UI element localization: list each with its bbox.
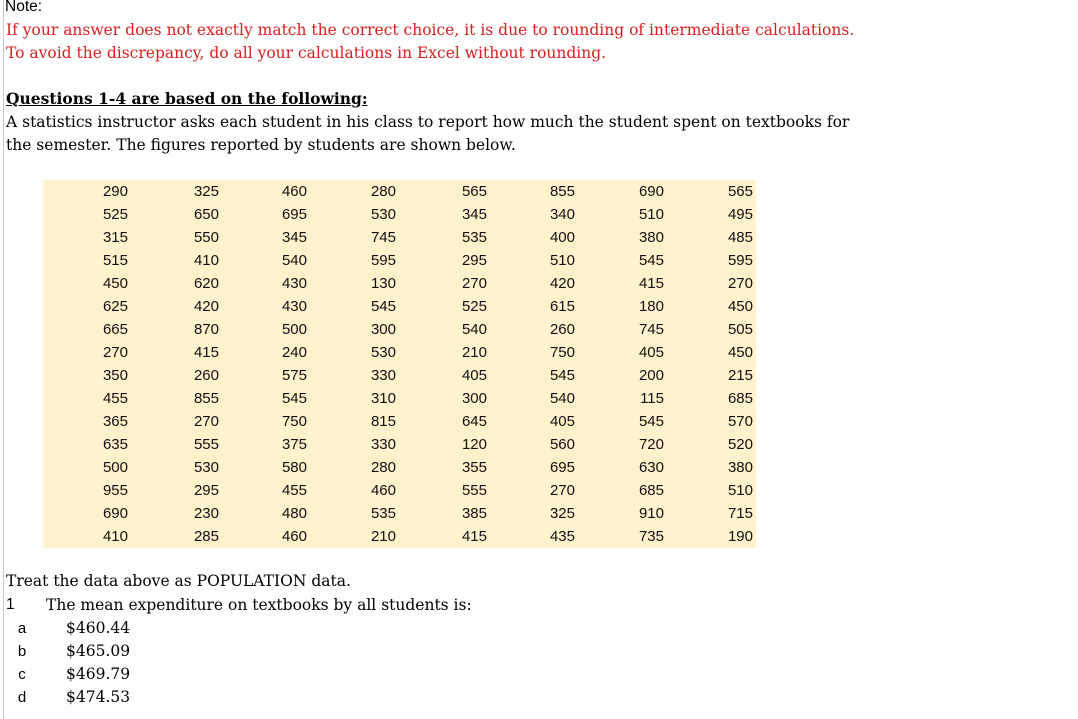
data-cell: 270	[102, 344, 128, 361]
data-cell: 635	[102, 436, 128, 453]
data-cell: 510	[638, 206, 664, 223]
data-cell: 405	[461, 367, 487, 384]
data-cell: 295	[461, 252, 487, 269]
data-cell: 210	[461, 344, 487, 361]
option-label: b	[17, 643, 27, 660]
left-border	[3, 0, 4, 719]
data-cell: 430	[281, 298, 307, 315]
data-cell: 540	[281, 252, 307, 269]
data-cell: 520	[727, 436, 753, 453]
data-cell: 695	[281, 206, 307, 223]
data-cell: 720	[638, 436, 664, 453]
option-value: $465.09	[66, 642, 131, 660]
data-cell: 435	[549, 528, 575, 545]
data-cell: 420	[549, 275, 575, 292]
data-cell: 460	[281, 183, 307, 200]
data-cell: 285	[193, 528, 219, 545]
data-cell: 330	[370, 367, 396, 384]
data-cell: 405	[549, 413, 575, 430]
data-cell: 645	[461, 413, 487, 430]
intro-line-1: A statistics instructor asks each student in his class to report how much the student spent on textbooks for	[6, 113, 850, 131]
data-cell: 200	[638, 367, 664, 384]
data-cell: 415	[193, 344, 219, 361]
data-cell: 545	[281, 390, 307, 407]
data-cell: 535	[461, 229, 487, 246]
data-cell: 510	[727, 482, 753, 499]
data-cell: 415	[638, 275, 664, 292]
data-cell: 230	[193, 505, 219, 522]
data-cell: 350	[102, 367, 128, 384]
data-cell: 455	[281, 482, 307, 499]
data-cell: 460	[281, 528, 307, 545]
data-cell: 300	[461, 390, 487, 407]
question-text: The mean expenditure on textbooks by all students is:	[46, 596, 472, 614]
option-value: $460.44	[66, 619, 131, 637]
data-cell: 545	[370, 298, 396, 315]
data-cell: 595	[370, 252, 396, 269]
data-cell: 455	[102, 390, 128, 407]
data-cell: 555	[193, 436, 219, 453]
data-cell: 500	[102, 459, 128, 476]
option-label: c	[18, 666, 26, 683]
data-cell: 815	[370, 413, 396, 430]
data-cell: 270	[461, 275, 487, 292]
option-label: a	[17, 620, 27, 637]
data-cell: 855	[549, 183, 575, 200]
data-cell: 545	[638, 252, 664, 269]
data-cell: 190	[727, 528, 753, 545]
data-cell: 715	[727, 505, 753, 522]
data-cell: 530	[370, 206, 396, 223]
data-cell: 595	[727, 252, 753, 269]
data-cell: 625	[102, 298, 128, 315]
data-cell: 565	[461, 183, 487, 200]
data-cell: 375	[281, 436, 307, 453]
option-value: $474.53	[66, 688, 131, 706]
data-cell: 530	[193, 459, 219, 476]
data-cell: 325	[549, 505, 575, 522]
data-cell: 460	[370, 482, 396, 499]
data-cell: 530	[370, 344, 396, 361]
data-cell: 280	[370, 459, 396, 476]
data-cell: 180	[638, 298, 664, 315]
data-cell: 630	[638, 459, 664, 476]
data-cell: 690	[638, 183, 664, 200]
data-cell: 525	[461, 298, 487, 315]
data-cell: 535	[370, 505, 396, 522]
data-cell: 120	[461, 436, 487, 453]
data-cell: 615	[549, 298, 575, 315]
population-note: Treat the data above as POPULATION data.	[6, 572, 351, 590]
data-cell: 955	[102, 482, 128, 499]
data-cell: 555	[461, 482, 487, 499]
data-cell: 115	[640, 390, 664, 407]
data-cell: 545	[638, 413, 664, 430]
data-cell: 315	[102, 229, 128, 246]
data-cell: 750	[281, 413, 307, 430]
data-cell: 340	[549, 206, 575, 223]
data-cell: 405	[638, 344, 664, 361]
data-cell: 420	[193, 298, 219, 315]
data-cell: 685	[727, 390, 753, 407]
option-label: d	[17, 689, 27, 706]
data-cell: 130	[370, 275, 396, 292]
question-number: 1	[6, 596, 15, 613]
data-cell: 695	[549, 459, 575, 476]
questions-heading: Questions 1-4 are based on the following:	[6, 89, 368, 108]
data-cell: 745	[370, 229, 396, 246]
data-cell: 385	[461, 505, 487, 522]
data-cell: 450	[727, 344, 753, 361]
data-cell: 570	[727, 413, 753, 430]
data-cell: 355	[461, 459, 487, 476]
data-cell: 540	[461, 321, 487, 338]
data-cell: 870	[193, 321, 219, 338]
data-cell: 330	[370, 436, 396, 453]
data-cell: 750	[549, 344, 575, 361]
data-cell: 505	[727, 321, 753, 338]
data-table	[43, 180, 756, 548]
note-line-1: If your answer does not exactly match the correct choice, it is due to rounding of intermediate calculations.	[6, 21, 855, 39]
data-cell: 525	[102, 206, 128, 223]
data-cell: 500	[281, 321, 307, 338]
data-cell: 380	[638, 229, 664, 246]
data-cell: 215	[727, 367, 753, 384]
data-cell: 545	[549, 367, 575, 384]
data-cell: 430	[281, 275, 307, 292]
data-cell: 415	[461, 528, 487, 545]
data-cell: 480	[281, 505, 307, 522]
data-cell: 685	[638, 482, 664, 499]
data-cell: 270	[193, 413, 219, 430]
data-cell: 260	[193, 367, 219, 384]
data-cell: 400	[549, 229, 575, 246]
data-cell: 345	[281, 229, 307, 246]
data-cell: 260	[549, 321, 575, 338]
data-cell: 665	[102, 321, 128, 338]
intro-line-2: the semester. The figures reported by students are shown below.	[6, 136, 516, 154]
data-cell: 510	[549, 252, 575, 269]
data-cell: 300	[370, 321, 396, 338]
data-cell: 345	[461, 206, 487, 223]
data-cell: 540	[549, 390, 575, 407]
data-cell: 910	[638, 505, 664, 522]
data-cell: 410	[193, 252, 219, 269]
data-cell: 515	[102, 252, 128, 269]
data-cell: 290	[102, 183, 128, 200]
data-cell: 580	[281, 459, 307, 476]
note-line-2: To avoid the discrepancy, do all your calculations in Excel without rounding.	[6, 44, 607, 62]
data-cell: 325	[193, 183, 219, 200]
data-cell: 485	[727, 229, 753, 246]
data-cell: 450	[727, 298, 753, 315]
data-cell: 650	[193, 206, 219, 223]
data-cell: 380	[727, 459, 753, 476]
data-cell: 575	[281, 367, 307, 384]
note-label: Note:	[5, 0, 43, 15]
data-cell: 410	[102, 528, 128, 545]
data-cell: 310	[370, 390, 396, 407]
data-cell: 365	[102, 413, 128, 430]
data-cell: 550	[193, 229, 219, 246]
data-cell: 450	[102, 275, 128, 292]
data-cell: 270	[727, 275, 753, 292]
data-cell: 495	[727, 206, 753, 223]
data-cell: 745	[638, 321, 664, 338]
data-cell: 210	[370, 528, 396, 545]
data-cell: 240	[281, 344, 307, 361]
data-cell: 620	[193, 275, 219, 292]
data-cell: 295	[193, 482, 219, 499]
data-cell: 280	[370, 183, 396, 200]
option-value: $469.79	[66, 665, 131, 683]
data-cell: 735	[638, 528, 664, 545]
data-cell: 270	[549, 482, 575, 499]
data-cell: 565	[727, 183, 753, 200]
data-cell: 855	[193, 390, 219, 407]
data-cell: 560	[549, 436, 575, 453]
data-cell: 690	[102, 505, 128, 522]
